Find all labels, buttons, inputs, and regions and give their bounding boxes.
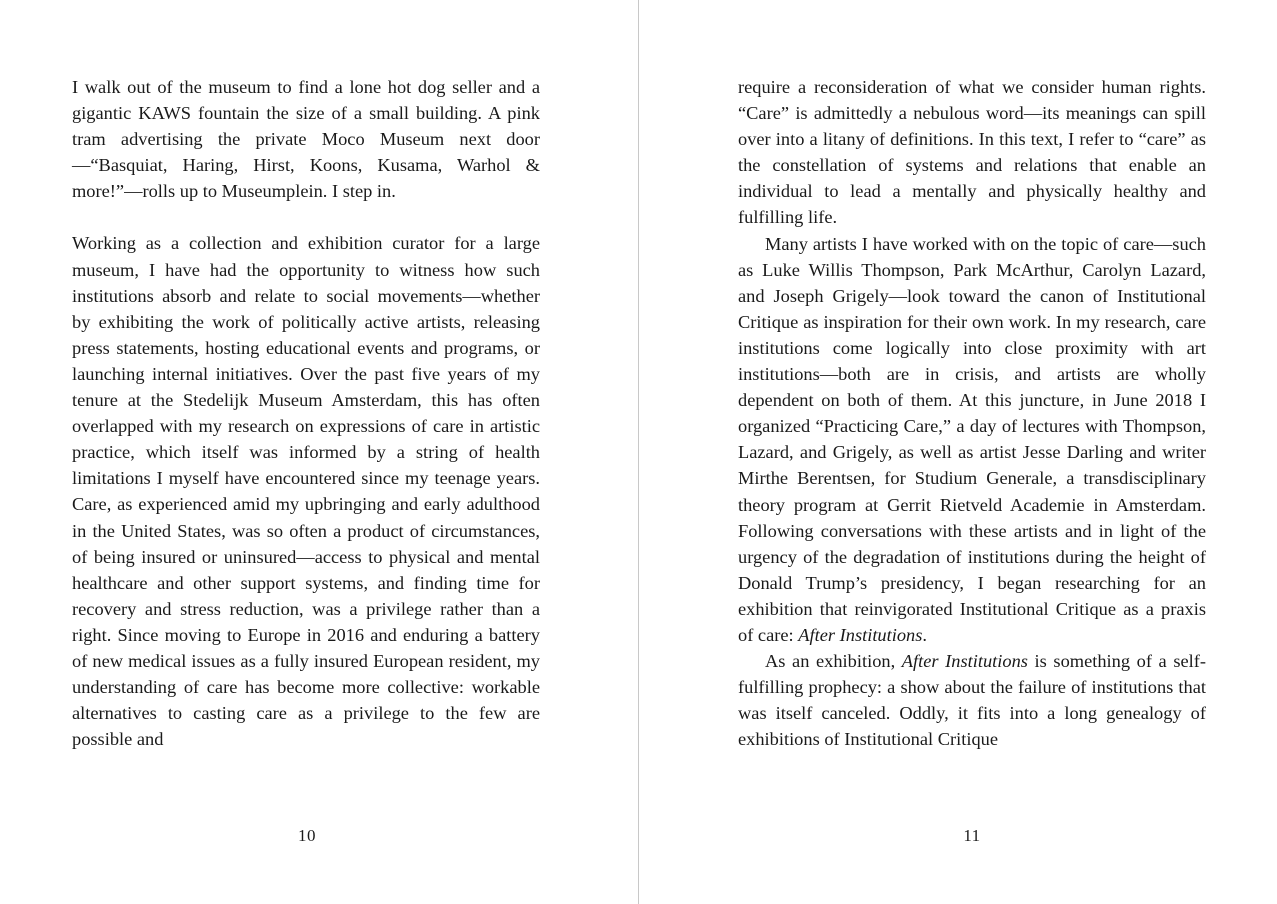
section-break bbox=[72, 204, 540, 230]
paragraph-end-period: . bbox=[922, 624, 927, 645]
paragraph-exhibition-rest: is something of a self-fulfilling prophecy: a show about the failure of institutions that was itself canceled. Oddly, it fits into a long genealogy of exhibitions of Institutional Critique bbox=[738, 651, 1207, 750]
paragraph-exhibition-prophecy bbox=[738, 648, 1206, 752]
page-number-left: 10 bbox=[298, 826, 316, 845]
paragraph-care-definition: require a reconsideration of what we consider human rights. “Care” is admittedly a nebulous word—its meanings can spill over into a litany of definitions. In this text, I refer to “care” as the constellation of systems and relations that enable an individual to lead a mentally and physically healthy and fulfilling life. bbox=[738, 77, 1206, 228]
paragraph-museum-exit: I walk out of the museum to find a lone hot dog seller and a gigantic KAWS fountain the size of a small building. A pink tram advertising the private Moco Museum next door—“Basquiat, Haring, Hirst, Koons, Kusama, Warhol & more!”—rolls up to Museumplein. I step in. bbox=[72, 77, 540, 202]
paragraph-artists-care bbox=[738, 231, 1206, 649]
paragraph-curator-experience: Working as a collection and exhibition curator for a large museum, I have had the opportunity to witness how such institutions absorb and relate to social movements—whether by exhibiting the work of politically active artists, releasing press statements, hosting educational events and programs, or launching internal initiatives. Over the past five years of my tenure at the Stedelijk Museum Amsterdam, this has often overlapped with my research on expressions of care in artistic practice, which itself was informed by a string of health limitations I myself have encountered since my teenage years. Care, as experienced amid my upbringing and early adulthood in the United States, was so often a product of circumstances, of being insured or uninsured—access to physical and mental healthcare and other support systems, and finding time for recovery and stress reduction, was a privilege rather than a right. Since moving to Europe in 2016 and enduring a battery of new medical issues as a fully insured European resident, my understanding of care has become more collective: workable alternatives to casting care as a privilege to the few are possible and bbox=[72, 233, 540, 750]
paragraph-exhibition-start: As an exhibition, bbox=[765, 651, 902, 672]
right-page-text bbox=[738, 74, 1206, 752]
left-page-text bbox=[72, 74, 540, 752]
exhibition-title-repeat: After Institutions bbox=[901, 651, 1028, 672]
paragraph-artists-care-text: Many artists I have worked with on the topic of care—such as Luke Willis Thompson, Park McArthur, Carolyn Lazard, and Joseph Grigely—look toward the canon of Institutional Critique as inspiration for their own work. In my research, care institutions come logically into close proximity with art institutions—both are in crisis, and artists are wholly dependent on both of them. At this juncture, in June 2018 I organized “Practicing Care,” a day of lectures with Thompson, Lazard, and Grigely, as well as artist Jesse Darling and writer Mirthe Berentsen, for Studium Generale, a transdisciplinary theory program at Gerrit Rietveld Academie in Amsterdam. Following conversations with these artists and in light of the urgency of the degradation of institutions during the height of Donald Trump’s presidency, I began researching for an exhibition that reinvigorated Institutional Critique as a praxis of care: bbox=[738, 233, 1206, 645]
page-number-right: 11 bbox=[963, 826, 981, 845]
right-page bbox=[639, 0, 1277, 904]
exhibition-title: After Institutions bbox=[798, 624, 923, 645]
left-page bbox=[0, 0, 638, 904]
